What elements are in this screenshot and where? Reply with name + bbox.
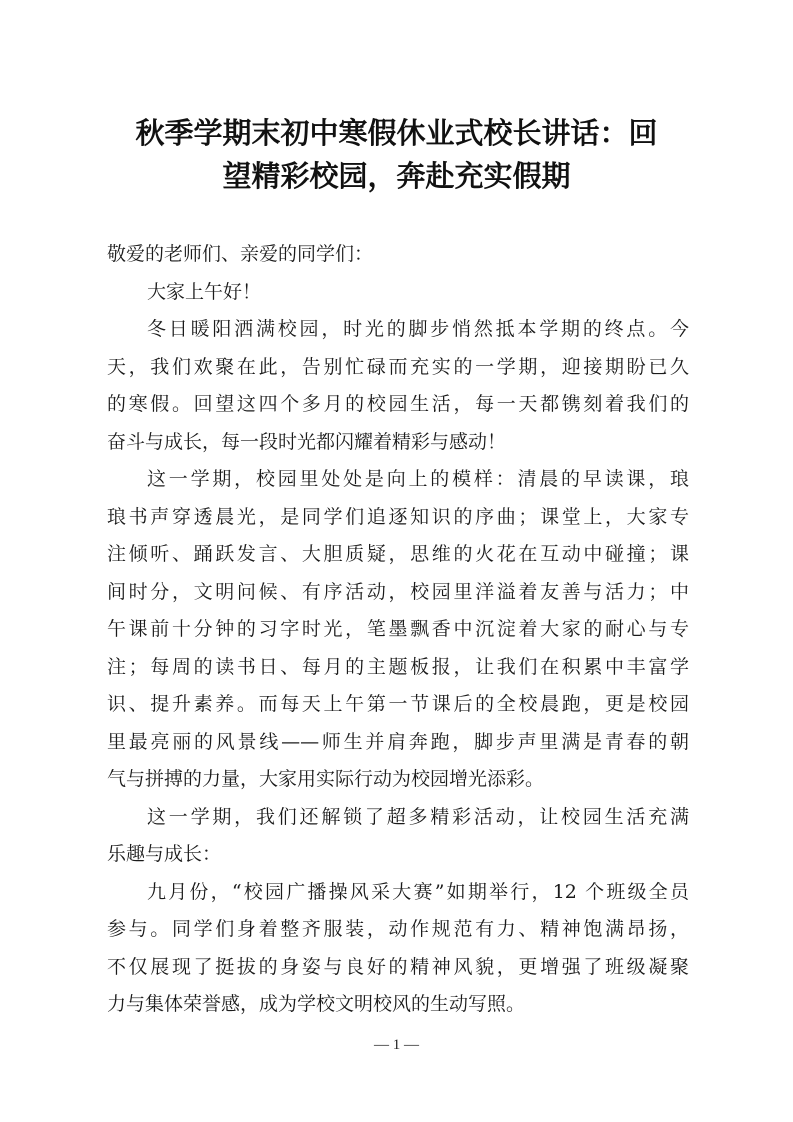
text-line: 的寒假。回望这四个多月的校园生活，每一天都镌刻着我们的 bbox=[107, 393, 689, 415]
text-line: 敬爱的老师们、亲爱的同学们： bbox=[107, 243, 374, 265]
document-title bbox=[100, 112, 693, 198]
text-line: 冬日暖阳洒满校园，时光的脚步悄然抵本学期的终点。今 bbox=[147, 318, 689, 340]
text-line: 气与拼搏的力量，大家用实际行动为校园增光添彩。 bbox=[107, 768, 545, 790]
document-body bbox=[107, 236, 689, 1024]
text-line: 九月份，“校园广播操风采大赛”如期举行，12 个班级全员 bbox=[147, 880, 689, 903]
text-line: 间时分，文明问候、有序活动，校园里洋溢着友善与活力；中 bbox=[107, 580, 689, 603]
text-line: 天，我们欢聚在此，告别忙碌而充实的一学期，迎接期盼已久 bbox=[107, 355, 689, 378]
text-line: 注倾听、踊跃发言、大胆质疑，思维的火花在互动中碰撞；课 bbox=[107, 543, 689, 565]
text-line: 里最亮丽的风景线——师生并肩奔跑，脚步声里满是青春的朝 bbox=[107, 730, 689, 753]
title-line-1: 秋季学期末初中寒假休业式校长讲话：回 bbox=[135, 116, 658, 150]
text-line: 参与。同学们身着整齐服装，动作规范有力、精神饱满昂扬， bbox=[107, 918, 689, 940]
text-line: 力与集体荣誉感，成为学校文明校风的生动写照。 bbox=[107, 993, 526, 1015]
title-line-2: 望精彩校园，奔赴充实假期 bbox=[222, 159, 571, 193]
text-line: 这一学期，校园里处处是向上的模样：清晨的早读课，琅 bbox=[147, 468, 689, 490]
text-line: 奋斗与成长，每一段时光都闪耀着精彩与感动！ bbox=[107, 430, 507, 453]
text-line: 大家上午好！ bbox=[147, 280, 262, 303]
text-line: 午课前十分钟的习字时光，笔墨飘香中沉淀着大家的耐心与专 bbox=[107, 618, 689, 640]
text-line: 乐趣与成长： bbox=[107, 843, 222, 865]
text-line: 注；每周的读书日、每月的主题板报，让我们在积累中丰富学 bbox=[107, 655, 689, 678]
page-number: — 1 — bbox=[374, 1037, 419, 1053]
text-line: 识、提升素养。而每天上午第一节课后的全校晨跑，更是校园 bbox=[107, 693, 689, 715]
text-line: 这一学期，我们还解锁了超多精彩活动，让校园生活充满 bbox=[147, 805, 689, 828]
text-line: 琅书声穿透晨光，是同学们追逐知识的序曲；课堂上，大家专 bbox=[107, 505, 689, 528]
text-line: 不仅展现了挺拔的身姿与良好的精神风貌，更增强了班级凝聚 bbox=[107, 955, 689, 978]
